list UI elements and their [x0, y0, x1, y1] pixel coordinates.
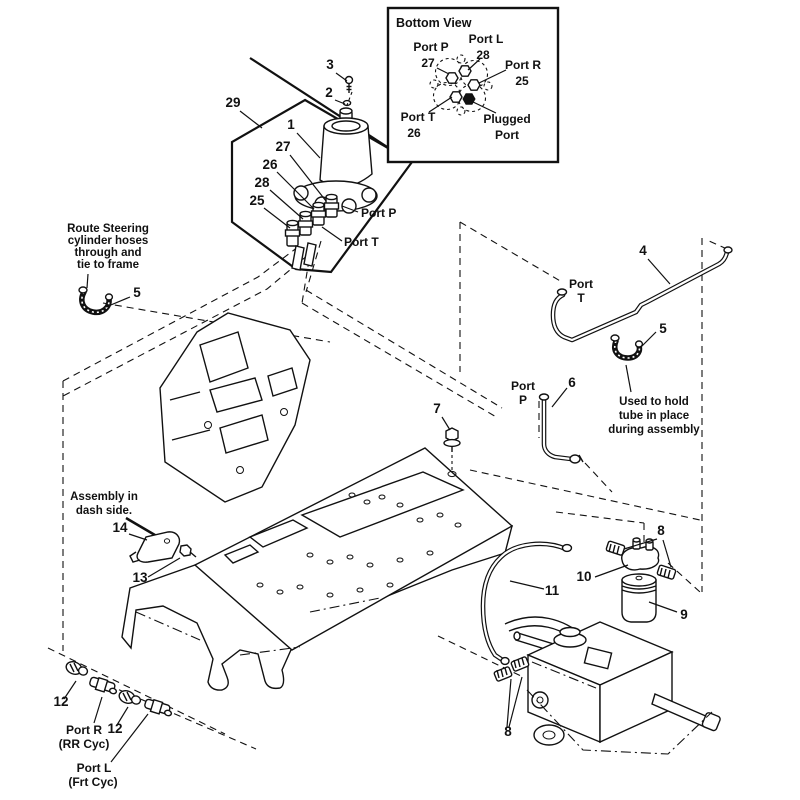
pulley [534, 725, 564, 745]
hex-port-r [468, 80, 480, 90]
valve-port-t-label: Port T [344, 235, 379, 249]
callout-5-left: 5 [133, 285, 141, 300]
callout-11: 11 [544, 583, 560, 598]
cylinder-ports-group [53, 660, 172, 789]
screw-3 [346, 77, 353, 94]
route-note-line4: tie to frame [77, 259, 139, 271]
callout-3: 3 [326, 57, 334, 72]
inset-title: Bottom View [396, 16, 472, 30]
inset-port-l-num: 28 [476, 48, 490, 62]
tube4-port-t-label-line2: T [577, 291, 585, 305]
oil-filter-9 [622, 574, 656, 622]
callout-1: 1 [287, 117, 295, 132]
callout-2: 2 [325, 85, 333, 100]
callout-6: 6 [568, 375, 576, 390]
route-note-line1: Route Steering [67, 223, 149, 235]
route-note-line3: through and [74, 247, 142, 259]
dash-note-line1: Assembly in [70, 491, 138, 503]
callout-25: 25 [249, 193, 265, 208]
port-l-label-line2: (Frt Cyc) [68, 775, 118, 789]
inset-port-p-label: Port P [413, 40, 449, 54]
port-r-label-line1: Port R [66, 723, 102, 737]
fitting-8d [494, 666, 513, 681]
callout-13: 13 [132, 570, 148, 585]
steering-valve-group [225, 57, 412, 272]
tube6-port-p-label-line1: Port [511, 379, 535, 393]
hold-note-line2: tube in place [618, 410, 690, 422]
tube4-port-t-fitting [558, 289, 567, 295]
inset-port-t-num: 26 [407, 126, 421, 140]
callout-4: 4 [639, 243, 647, 258]
fitting-25 [286, 220, 300, 246]
port-r-label-line2: (RR Cyc) [58, 737, 110, 751]
callout-8-top: 8 [657, 523, 665, 538]
tube4-port-t-label-line1: Port [569, 277, 593, 291]
callout-28: 28 [254, 175, 270, 190]
inset-port-l-label: Port L [468, 32, 504, 46]
inset-plugged-line1: Plugged [483, 112, 531, 126]
dash-note-line2: dash side. [75, 505, 133, 517]
fitting-8c [511, 656, 530, 671]
callout-8-bottom: 8 [504, 724, 512, 739]
callout-29: 29 [225, 95, 241, 110]
screw-13 [180, 545, 196, 557]
inset-plugged-line2: Port [495, 128, 519, 142]
frame-chassis [122, 448, 512, 690]
tube-6-group [511, 375, 583, 463]
tube6-port-p-label-line2: P [518, 393, 528, 407]
elbow-fitting-12a [64, 660, 88, 677]
tube-4-group [553, 243, 732, 436]
tube6-end-fitting [570, 455, 580, 463]
inset-port-t-label: Port T [400, 110, 436, 124]
fitting-28 [299, 211, 313, 235]
hold-note-line1: Used to hold [619, 396, 689, 408]
callout-12b: 12 [107, 721, 123, 736]
callout-9: 9 [680, 607, 688, 622]
tube-clip-5-right [611, 335, 642, 358]
tube6-port-p-fitting [540, 394, 549, 400]
valve-port-p-label: Port P [361, 206, 397, 220]
transmission-group [494, 617, 721, 754]
callout-27: 27 [275, 139, 291, 154]
bracket-14 [137, 532, 179, 562]
hose-clip-5-left [79, 287, 112, 312]
dash-tower [160, 313, 310, 502]
inset-port-r-num: 25 [515, 74, 529, 88]
callout-12a: 12 [53, 694, 69, 709]
route-note-group [67, 223, 149, 312]
callout-14: 14 [112, 520, 128, 535]
port-l-label-line1: Port L [76, 761, 112, 775]
callout-26: 26 [262, 157, 278, 172]
straight-fitting-port-l [144, 699, 172, 717]
callout-10: 10 [576, 569, 592, 584]
callout-5-right: 5 [659, 321, 667, 336]
hex-port-l [459, 66, 471, 76]
route-note-line2: cylinder hoses [67, 235, 149, 247]
straight-fitting-port-r [89, 677, 117, 695]
fitting-26 [312, 202, 326, 225]
fitting-8a [606, 541, 625, 556]
fitting-27 [325, 194, 339, 217]
hold-note-line3: during assembly [608, 424, 700, 436]
inset-port-r-label: Port R [505, 58, 541, 72]
inset-port-p-num: 27 [421, 56, 435, 70]
bottom-view-inset [388, 8, 558, 162]
tube4-end-fitting [724, 247, 732, 253]
hex-port-p [446, 73, 458, 83]
callout-7: 7 [433, 401, 441, 416]
